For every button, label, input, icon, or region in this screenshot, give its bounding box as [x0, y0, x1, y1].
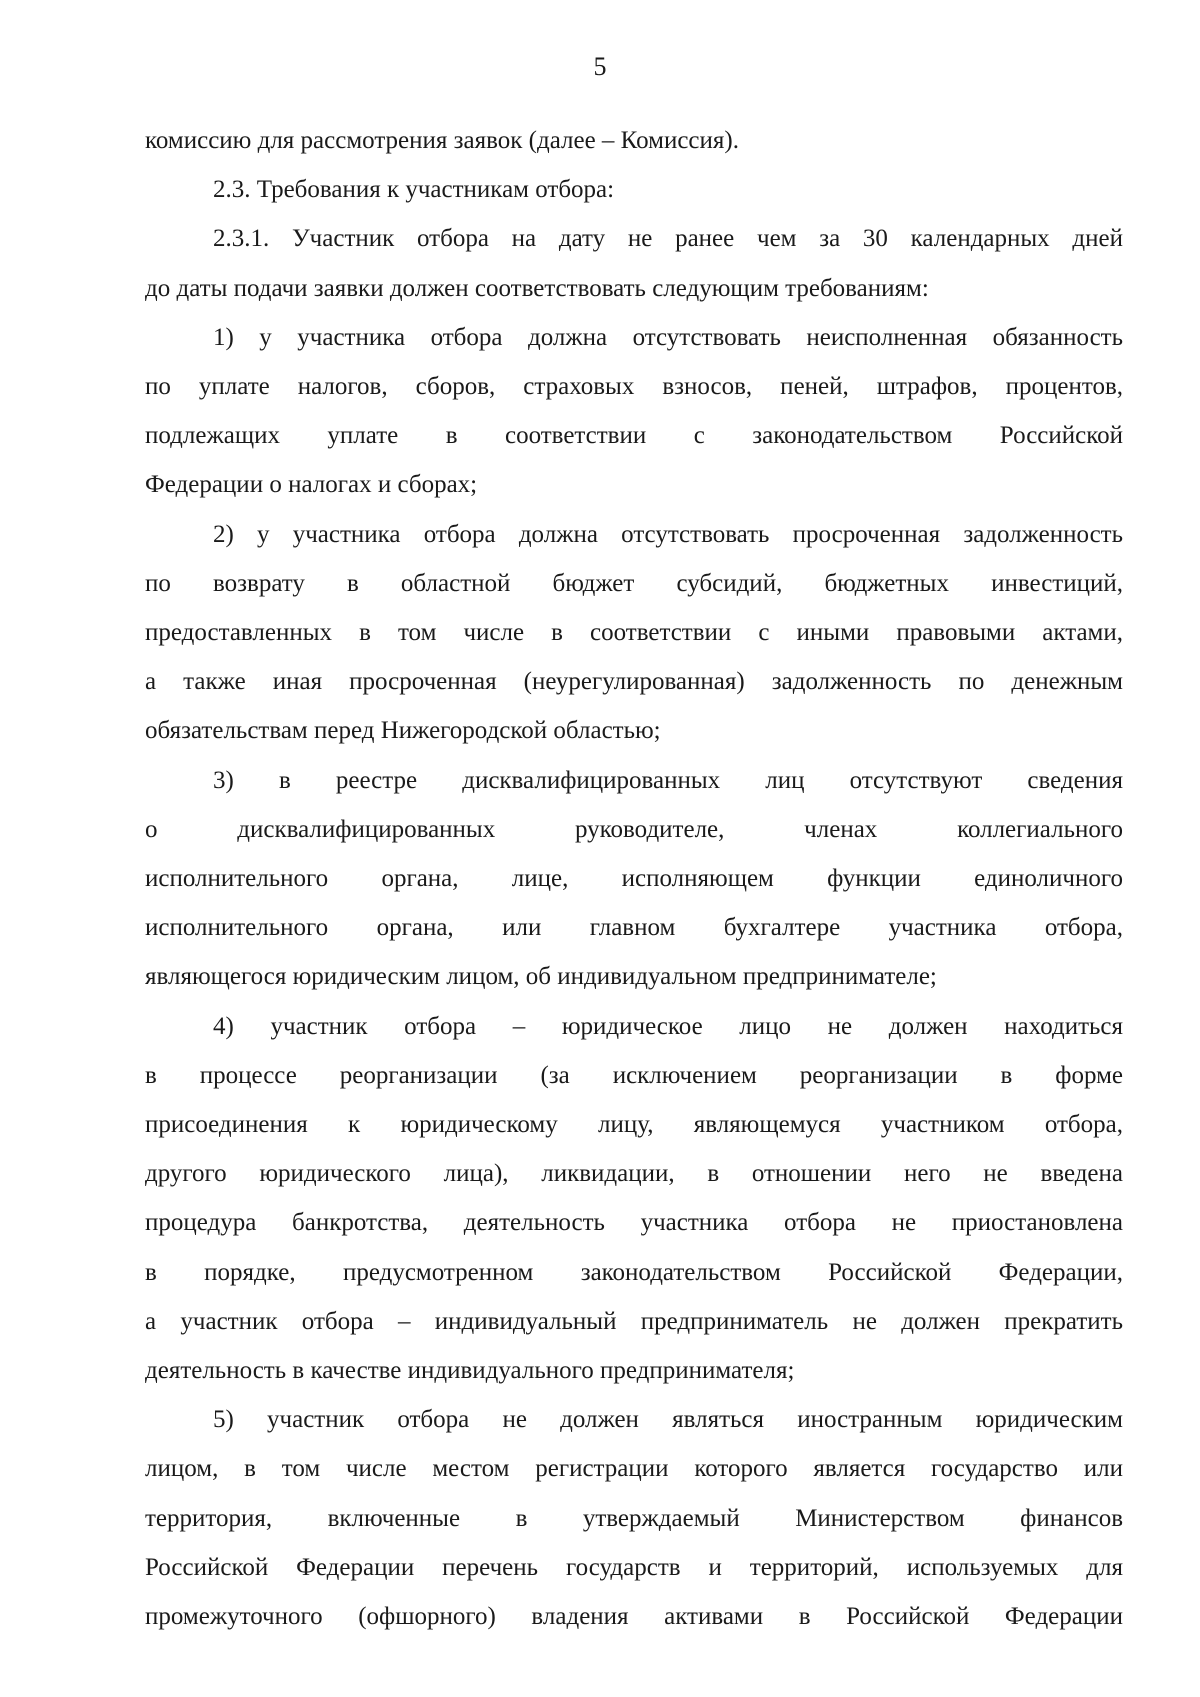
- text-line: до даты подачи заявки должен соответствовать следующим требованиям:: [145, 274, 929, 302]
- text-line: 3) в реестре дисквалифицированных лиц отсутствуют сведения: [213, 766, 1123, 794]
- text-line: 2) у участника отбора должна отсутствовать просроченная задолженность: [213, 520, 1123, 548]
- text-line: лицом, в том числе местом регистрации которого является государство или: [145, 1455, 1123, 1483]
- text-line: по возврату в областной бюджет субсидий, бюджетных инвестиций,: [145, 569, 1123, 597]
- text-line: другого юридического лица), ликвидации, в отношении него не введена: [145, 1160, 1123, 1188]
- text-line: присоединения к юридическому лицу, являющемуся участником отбора,: [145, 1111, 1123, 1139]
- text-line: в процессе реорганизации (за исключением реорганизации в форме: [145, 1061, 1123, 1089]
- text-line: 2.3.1. Участник отбора на дату не ранее чем за 30 календарных дней: [213, 225, 1123, 253]
- text-line: процедура банкротства, деятельность участника отбора не приостановлена: [145, 1209, 1123, 1237]
- text-line: исполнительного органа, или главном бухгалтере участника отбора,: [145, 914, 1123, 942]
- text-line: исполнительного органа, лице, исполняющем функции единоличного: [145, 865, 1123, 893]
- text-line: 4) участник отбора – юридическое лицо не должен находиться: [213, 1012, 1123, 1040]
- text-line: а участник отбора – индивидуальный предприниматель не должен прекратить: [145, 1307, 1123, 1335]
- text-line: в порядке, предусмотренном законодательством Российской Федерации,: [145, 1258, 1123, 1286]
- document-body: [145, 116, 1123, 1641]
- text-line: 1) у участника отбора должна отсутствовать неисполненная обязанность: [213, 323, 1123, 351]
- text-line: по уплате налогов, сборов, страховых взносов, пеней, штрафов, процентов,: [145, 373, 1123, 401]
- text-line: территория, включенные в утверждаемый Министерством финансов: [145, 1504, 1123, 1532]
- text-line: о дисквалифицированных руководителе, членах коллегиального: [145, 815, 1123, 843]
- text-line: подлежащих уплате в соответствии с законодательством Российской: [145, 422, 1123, 450]
- text-line: а также иная просроченная (неурегулированная) задолженность по денежным: [145, 668, 1123, 696]
- text-line: 5) участник отбора не должен являться иностранным юридическим: [213, 1406, 1123, 1434]
- text-line: промежуточного (офшорного) владения активами в Российской Федерации: [145, 1603, 1123, 1631]
- page-number: 5: [593, 52, 607, 81]
- text-line: являющегося юридическим лицом, об индивидуальном предпринимателе;: [145, 963, 937, 991]
- text-line: 2.3. Требования к участникам отбора:: [213, 176, 615, 204]
- text-line: деятельность в качестве индивидуального предпринимателя;: [145, 1357, 795, 1385]
- text-line: предоставленных в том числе в соответствии с иными правовыми актами,: [145, 619, 1123, 647]
- text-line: обязательствам перед Нижегородской областью;: [145, 717, 661, 745]
- text-line: комиссию для рассмотрения заявок (далее – Комиссия).: [145, 127, 739, 154]
- text-line: Федерации о налогах и сборах;: [145, 471, 478, 499]
- text-line: Российской Федерации перечень государств и территорий, используемых для: [145, 1553, 1123, 1581]
